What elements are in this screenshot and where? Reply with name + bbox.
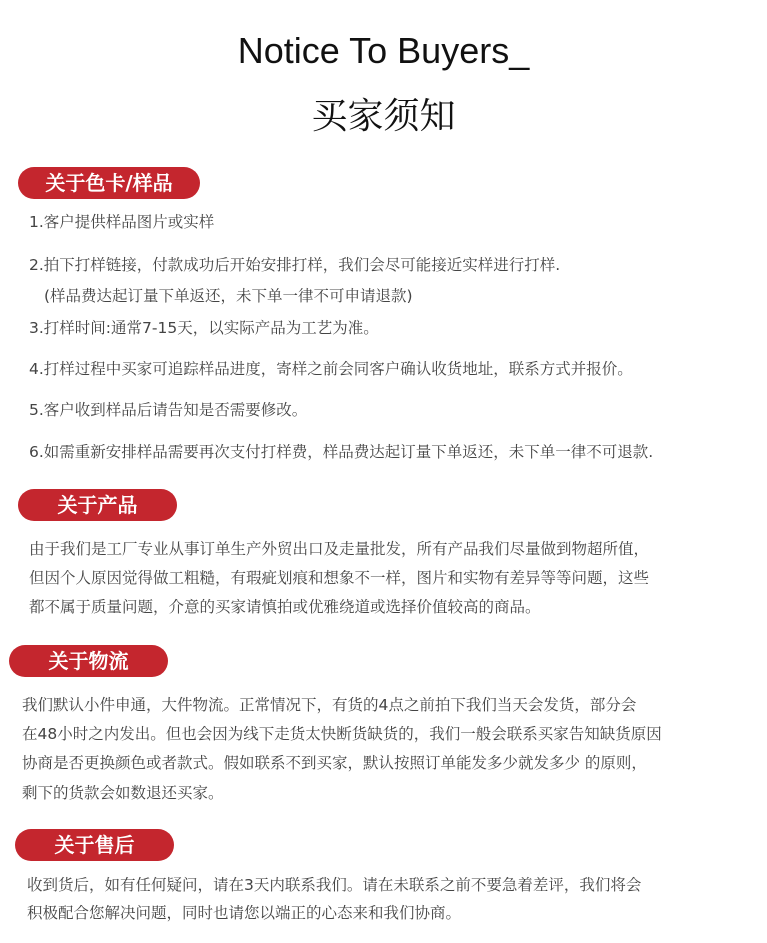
samples-line-2-note: (样品费达起订量下单返还，未下单一律不可申请退款) xyxy=(44,287,413,305)
logistics-line-4: 剩下的货款会如数退还买家。 xyxy=(22,784,224,802)
section-heading-logistics: 关于物流 xyxy=(9,645,168,677)
section-heading-after-sales: 关于售后 xyxy=(15,829,174,861)
section-heading-samples: 关于色卡/样品 xyxy=(18,167,200,199)
samples-line-3: 3.打样时间:通常7-15天，以实际产品为工艺为准。 xyxy=(29,319,379,337)
section-heading-product: 关于产品 xyxy=(18,489,177,521)
product-line-1: 由于我们是工厂专业从事订单生产外贸出口及走量批发，所有产品我们尽量做到物超所值， xyxy=(29,540,650,558)
product-line-2: 但因个人原因觉得做工粗糙，有瑕疵划痕和想象不一样，图片和实物有差异等等问题，这些 xyxy=(29,569,650,587)
product-line-3: 都不属于质量问题，介意的买家请慎拍或优雅绕道或选择价值较高的商品。 xyxy=(29,598,541,616)
samples-line-1: 1.客户提供样品图片或实样 xyxy=(29,213,215,231)
logistics-line-1: 我们默认小件申通，大件物流。正常情况下，有货的4点之前拍下我们当天会发货，部分会 xyxy=(22,696,637,714)
logistics-line-2: 在48小时之内发出。但也会因为线下走货太快断货缺货的，我们一般会联系买家告知缺货原因 xyxy=(22,725,662,743)
logistics-line-3: 协商是否更换颜色或者款式。假如联系不到买家，默认按照订单能发多少就发多少 的原则， xyxy=(22,754,647,772)
samples-line-6: 6.如需重新安排样品需要再次支付打样费，样品费达起订量下单返还，未下单一律不可退款. xyxy=(29,443,654,461)
samples-line-4: 4.打样过程中买家可追踪样品进度，寄样之前会同客户确认收货地址，联系方式并报价。 xyxy=(29,360,633,378)
samples-line-2: 2.拍下打样链接，付款成功后开始安排打样，我们会尽可能接近实样进行打样. xyxy=(29,256,561,274)
after-sales-line-1: 收到货后，如有任何疑问，请在3天内联系我们。请在未联系之前不要急着差评，我们将会 xyxy=(27,876,642,894)
title-english: Notice To Buyers_ xyxy=(237,30,530,71)
after-sales-line-2: 积极配合您解决问题，同时也请您以端正的心态来和我们协商。 xyxy=(27,904,462,922)
samples-line-5: 5.客户收到样品后请告知是否需要修改。 xyxy=(29,401,308,419)
title-chinese: 买家须知 xyxy=(311,96,456,137)
